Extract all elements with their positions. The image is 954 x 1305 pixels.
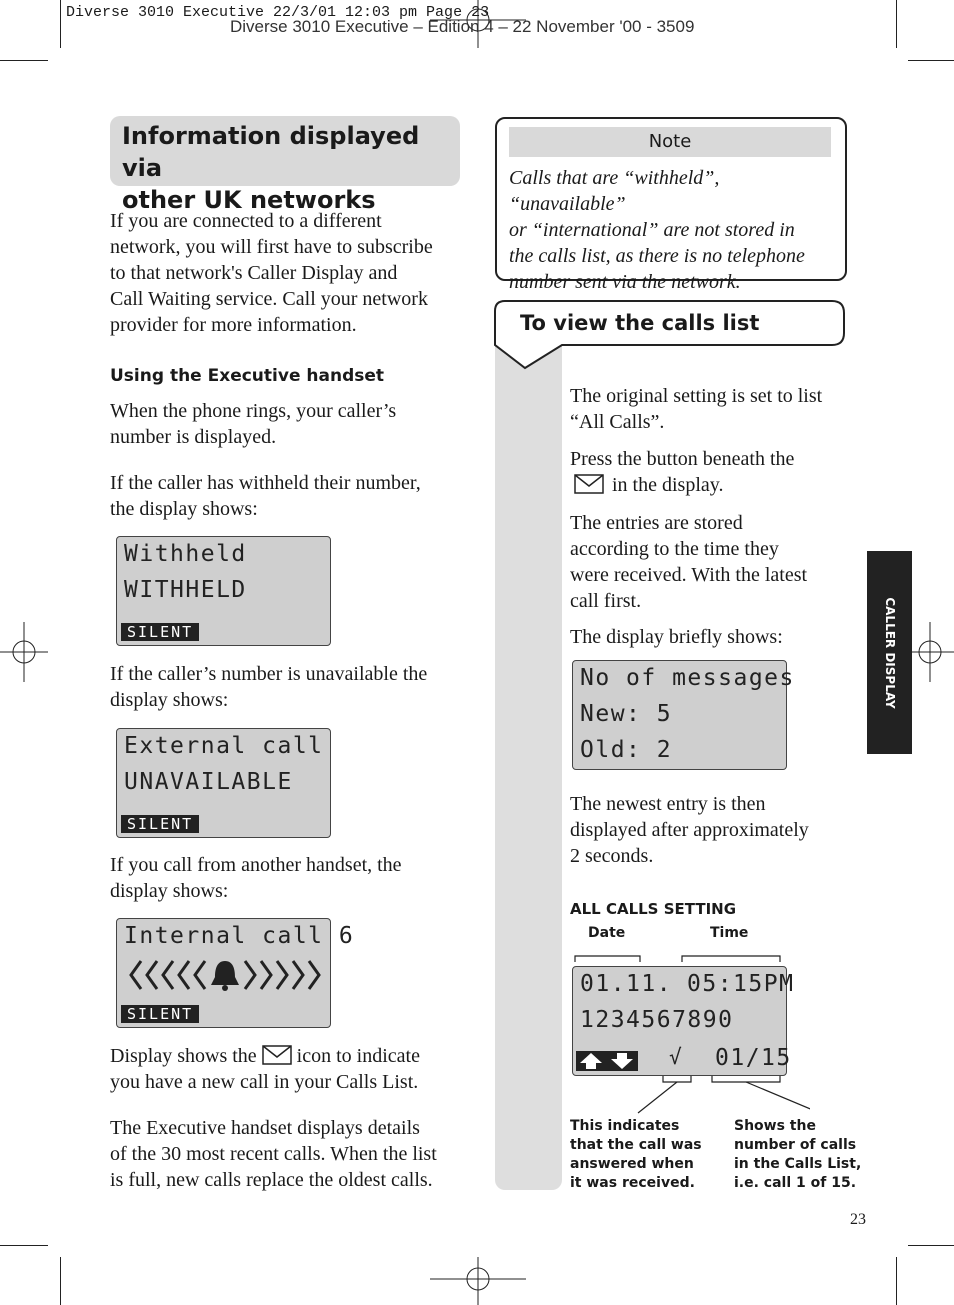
crop-mark [60,1257,61,1305]
text-line: in the Calls List, [734,1156,862,1172]
paragraph [110,470,470,522]
lcd-display-internal [116,918,355,1028]
text-line: number sent via the network. [509,271,741,293]
text-line: the calls list, as there is no telephone [509,245,805,267]
text-line: If you are connected to a different [110,210,382,232]
lcd-number: 1234567890 [580,1007,734,1033]
caller-display-tab [867,551,912,754]
section-title-line: Information displayed via [122,122,420,182]
paragraph [110,661,470,713]
caption-count [734,1117,861,1193]
caption-answered [570,1117,702,1193]
lcd-display-messages [572,660,795,770]
text-line [570,472,860,498]
text-span: in the display. [612,474,724,496]
call-count: 01/15 [715,1045,792,1071]
text-line: display shows: [110,689,229,711]
lcd-line: WITHHELD [124,577,247,603]
text-line: i.e. call 1 of 15. [734,1175,857,1191]
paragraph [570,510,860,614]
lcd-line: No of messages [580,665,795,691]
text-line: you have a new call in your Calls List. [110,1071,419,1093]
grey-margin-strip [495,340,562,1190]
lcd-line: Old: 2 [580,737,673,763]
text-line: If the caller’s number is unavailable the [110,663,428,685]
view-calls-heading: To view the calls list [520,311,760,335]
text-line: it was received. [570,1175,695,1191]
text-line: Press the button beneath the [570,448,795,470]
paragraph [110,1043,480,1095]
silent-badge: SILENT [121,1005,199,1023]
text-line: provider for more information. [110,314,357,336]
paragraph [570,383,860,435]
print-slug: Diverse 3010 Executive 22/3/01 12:03 pm Page 23 [66,4,490,21]
crop-mark [908,60,954,61]
lcd-line: Internal call 6 [124,923,355,949]
text-line: “All Calls”. [570,411,665,433]
text-span: Display shows the [110,1045,257,1067]
text-line: When the phone rings, your caller’s [110,400,397,422]
text-line: call first. [570,590,642,612]
scroll-arrows-icon [576,1051,638,1071]
paragraph [110,1115,480,1193]
text-line: The original setting is set to list [570,385,823,407]
silent-badge: SILENT [121,815,199,833]
text-line: or “international” are not stored in [509,219,795,241]
text-line: Shows the [734,1118,816,1134]
all-calls-subheading: ALL CALLS SETTING [570,900,737,918]
paragraph [570,446,860,498]
lcd-display-withheld [116,536,331,646]
text-line: Calls that are “withheld”, “unavailable” [509,167,720,215]
text-line: The entries are stored [570,512,743,534]
text-span: icon to indicate [296,1045,420,1067]
registration-mark-icon [0,622,48,682]
text-line: is full, new calls replace the oldest calls. [110,1169,433,1191]
intro-paragraph [110,208,470,338]
subheading: Using the Executive handset [110,366,385,386]
lcd-time: 05:15PM [687,971,795,997]
note-text [509,165,839,295]
lcd-line: UNAVAILABLE [124,769,293,795]
lcd-date: 01.11. [580,971,673,997]
text-line: number is displayed. [110,426,277,448]
text-line: the display shows: [110,498,258,520]
text-line: that the call was [570,1137,702,1153]
registration-mark-icon [906,622,954,682]
text-line: This indicates [570,1118,680,1134]
text-line: were received. With the latest [570,564,808,586]
tab-label: CALLER DISPLAY [882,596,897,709]
crop-mark [60,0,61,48]
text-line: 2 seconds. [570,845,654,867]
text-line: displayed after approximately [570,819,809,841]
envelope-icon [262,1045,292,1065]
page-number: 23 [850,1211,866,1228]
paragraph [570,791,860,869]
crop-mark [0,1245,48,1246]
text-line: If the caller has withheld their number, [110,472,421,494]
text-line: according to the time they [570,538,779,560]
note-box [495,117,847,293]
paragraph: The display briefly shows: [570,626,783,648]
text-line [110,1043,480,1069]
text-line: to that network's Caller Display and [110,262,398,284]
date-label: Date [588,925,626,941]
text-line: Call Waiting service. Call your network [110,288,428,310]
crop-mark [0,60,48,61]
lcd-display-unavailable [116,728,331,838]
crop-mark [896,0,897,48]
lcd-display-all-calls [572,966,795,1076]
crop-mark [896,1257,897,1305]
envelope-icon [574,474,604,494]
paragraph [110,398,470,450]
time-label: Time [710,925,749,941]
text-line: network, you will first have to subscribe [110,236,433,258]
ringing-bell-icon [127,957,323,993]
text-line: answered when [570,1156,694,1172]
registration-mark-icon [430,1257,526,1305]
note-heading: Note [509,127,831,157]
edition-line: Diverse 3010 Executive – Edition 4 – 22 November '00 - 3509 [230,17,695,36]
text-line: The newest entry is then [570,793,766,815]
section-title [110,116,460,214]
answered-tick: √ [669,1045,684,1069]
text-line: of the 30 most recent calls. When the list [110,1143,437,1165]
section-title-line: other UK networks [122,186,376,214]
lcd-line: Withheld [124,541,247,567]
text-line: number of calls [734,1137,857,1153]
text-line: display shows: [110,880,229,902]
crop-mark [908,1245,954,1246]
lcd-line: New: 5 [580,701,673,727]
text-line: If you call from another handset, the [110,854,402,876]
silent-badge: SILENT [121,623,199,641]
lcd-line: External call [124,733,324,759]
paragraph [110,852,470,904]
text-line: The Executive handset displays details [110,1117,420,1139]
